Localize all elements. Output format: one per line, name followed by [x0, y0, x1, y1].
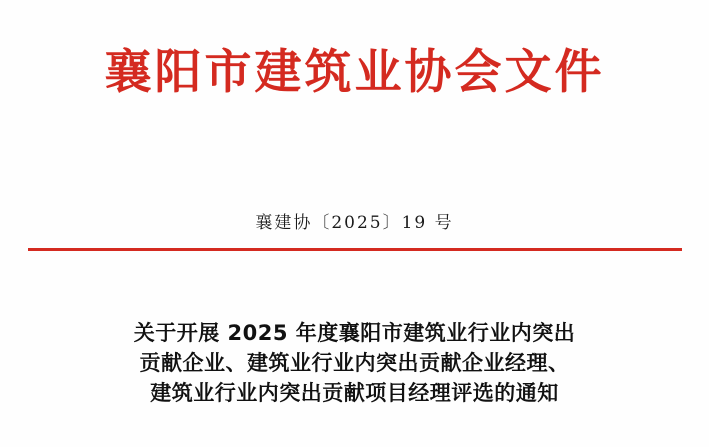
document-title [60, 318, 649, 408]
masthead-title: 襄阳市建筑业协会文件 [104, 45, 605, 100]
title-line-1: 关于开展 2025 年度襄阳市建筑业行业内突出 [133, 321, 576, 345]
document-number: 襄建协〔2025〕19 号 [255, 213, 454, 233]
title-line-2: 贡献企业、建筑业行业内突出贡献企业经理、 [139, 351, 570, 375]
title-line-3: 建筑业行业内突出贡献项目经理评选的通知 [150, 381, 559, 405]
red-divider-rule [28, 248, 682, 251]
masthead [0, 44, 709, 103]
